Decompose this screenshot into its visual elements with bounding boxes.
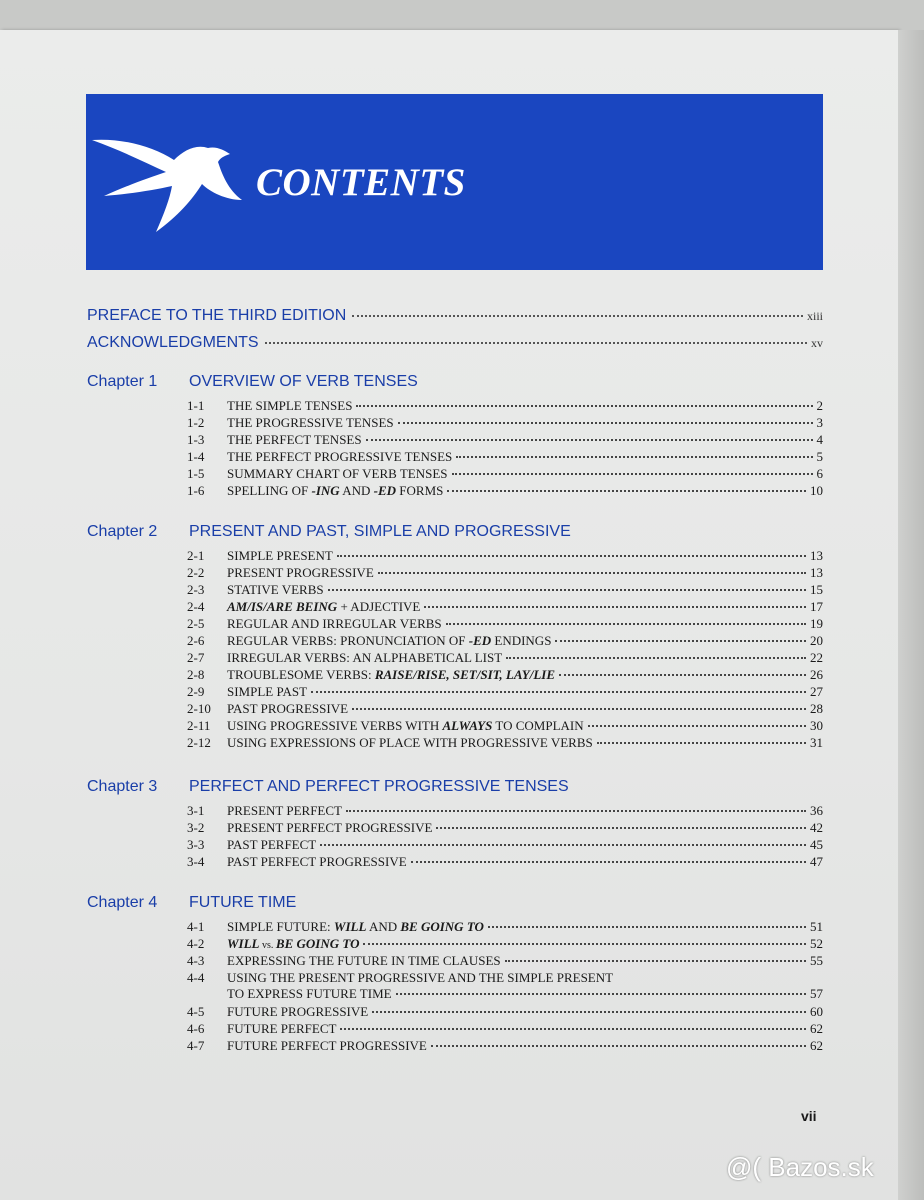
section-number: 4-5 bbox=[187, 1004, 205, 1019]
section-number: 2-10 bbox=[187, 701, 211, 716]
section-title: FUTURE PERFECT PROGRESSIVE bbox=[227, 1038, 427, 1053]
chapter-label: Chapter 4 bbox=[87, 894, 158, 911]
front-matter-acknowledgments[interactable] bbox=[87, 334, 823, 352]
page-number: 52 bbox=[810, 936, 823, 951]
section-title: SIMPLE FUTURE: WILL AND BE GOING TO bbox=[227, 919, 484, 934]
chapter-1 bbox=[87, 373, 823, 500]
section-title: SIMPLE PAST bbox=[227, 684, 308, 699]
toc-entry[interactable] bbox=[187, 854, 823, 871]
section-number: 2-1 bbox=[187, 548, 205, 563]
page-number: 10 bbox=[810, 483, 823, 498]
page-number: 13 bbox=[810, 548, 823, 563]
toc-entry[interactable] bbox=[187, 398, 823, 415]
section-number: 3-3 bbox=[187, 837, 205, 852]
section-number: 2-11 bbox=[187, 718, 211, 733]
section-number: 2-2 bbox=[187, 565, 205, 580]
section-title: IRREGULAR VERBS: AN ALPHABETICAL LIST bbox=[227, 650, 503, 665]
section-number: 4-7 bbox=[187, 1038, 205, 1053]
leader-dots bbox=[452, 473, 813, 475]
chapter-heading[interactable] bbox=[87, 778, 823, 796]
leader-dots bbox=[505, 960, 806, 962]
leader-dots bbox=[346, 810, 806, 812]
chapter-label: Chapter 3 bbox=[87, 778, 158, 795]
section-number: 1-2 bbox=[187, 415, 205, 430]
toc-entry[interactable] bbox=[187, 970, 823, 1004]
section-number: 4-3 bbox=[187, 953, 205, 968]
section-number: 1-4 bbox=[187, 449, 205, 464]
section-title: STATIVE VERBS bbox=[227, 582, 324, 597]
toc-entry[interactable] bbox=[187, 650, 823, 667]
page-number: 42 bbox=[810, 820, 823, 835]
section-title: FUTURE PROGRESSIVE bbox=[227, 1004, 369, 1019]
toc-entry[interactable] bbox=[187, 449, 823, 466]
section-number: 2-6 bbox=[187, 633, 205, 648]
page-number: 2 bbox=[816, 398, 823, 413]
leader-dots bbox=[378, 572, 806, 574]
section-title: THE PROGRESSIVE TENSES bbox=[227, 415, 394, 430]
chapter-3 bbox=[87, 778, 823, 871]
toc-entry[interactable] bbox=[187, 415, 823, 432]
page-number: 19 bbox=[810, 616, 823, 631]
toc-entry[interactable] bbox=[187, 803, 823, 820]
section-number: 4-4 bbox=[187, 970, 205, 985]
leader-dots bbox=[311, 691, 806, 693]
section-number: 4-1 bbox=[187, 919, 205, 934]
page-number: xiii bbox=[806, 309, 823, 323]
chapter-label: Chapter 1 bbox=[87, 373, 158, 390]
section-title: THE PERFECT PROGRESSIVE TENSES bbox=[227, 449, 453, 464]
leader-dots bbox=[372, 1011, 806, 1013]
section-title: REGULAR AND IRREGULAR VERBS bbox=[227, 616, 442, 631]
page-number: 26 bbox=[810, 667, 823, 682]
page-number: 62 bbox=[810, 1021, 823, 1036]
page-number: 20 bbox=[810, 633, 823, 648]
page-number: xv bbox=[811, 336, 823, 350]
toc-entry[interactable] bbox=[187, 1038, 823, 1055]
toc-entry[interactable] bbox=[187, 616, 823, 633]
section-number: 4-2 bbox=[187, 936, 205, 951]
chapter-2 bbox=[87, 523, 823, 752]
toc-entry[interactable] bbox=[187, 735, 823, 752]
leader-dots bbox=[446, 623, 806, 625]
section-number: 2-3 bbox=[187, 582, 205, 597]
leader-dots bbox=[555, 640, 806, 642]
section-title: EXPRESSING THE FUTURE IN TIME CLAUSES bbox=[227, 953, 501, 968]
toc-entry[interactable] bbox=[187, 565, 823, 582]
section-number: 3-1 bbox=[187, 803, 205, 818]
leader-dots bbox=[356, 405, 812, 407]
page-number: 6 bbox=[816, 466, 823, 481]
page-number: 60 bbox=[810, 1004, 823, 1019]
page-number: 57 bbox=[810, 986, 823, 1001]
toc-entry[interactable] bbox=[187, 667, 823, 684]
section-number: 2-4 bbox=[187, 599, 205, 614]
section-number: 2-7 bbox=[187, 650, 205, 665]
chapter-title: PERFECT AND PERFECT PROGRESSIVE TENSES bbox=[189, 778, 569, 795]
chapter-heading[interactable] bbox=[87, 523, 823, 541]
page-number: 4 bbox=[816, 432, 823, 447]
leader-dots bbox=[506, 657, 806, 659]
leader-dots bbox=[436, 827, 806, 829]
leader-dots bbox=[340, 1028, 806, 1030]
chapter-title: OVERVIEW OF VERB TENSES bbox=[189, 373, 418, 390]
contents-title: CONTENTS bbox=[256, 161, 466, 204]
page-number: 51 bbox=[810, 919, 823, 934]
page-number: 17 bbox=[810, 599, 823, 614]
section-title: PAST PERFECT bbox=[227, 837, 317, 852]
section-number: 1-3 bbox=[187, 432, 205, 447]
page-number: 13 bbox=[810, 565, 823, 580]
toc-entry[interactable] bbox=[187, 599, 823, 616]
toc-entry[interactable] bbox=[187, 466, 823, 483]
page-number: 31 bbox=[810, 735, 823, 750]
toc-entry[interactable] bbox=[187, 582, 823, 599]
leader-dots bbox=[456, 456, 812, 458]
chapter-heading[interactable] bbox=[87, 894, 823, 912]
leader-dots bbox=[337, 555, 806, 557]
toc-entry[interactable] bbox=[187, 919, 823, 936]
leader-dots bbox=[366, 439, 813, 441]
section-title: SPELLING OF -ING AND -ED FORMS bbox=[227, 483, 444, 498]
leader-dots bbox=[396, 993, 806, 995]
section-number: 2-5 bbox=[187, 616, 205, 631]
leader-dots bbox=[265, 342, 807, 344]
section-title: PAST PROGRESSIVE bbox=[227, 701, 349, 716]
front-matter-label: PREFACE TO THE THIRD EDITION bbox=[87, 307, 347, 324]
leader-dots bbox=[363, 943, 806, 945]
page-number: 22 bbox=[810, 650, 823, 665]
section-title: WILL vs. BE GOING TO bbox=[227, 936, 360, 951]
chapter-title: PRESENT AND PAST, SIMPLE AND PROGRESSIVE bbox=[189, 523, 571, 540]
section-title: PRESENT PROGRESSIVE bbox=[227, 565, 374, 580]
section-title: AM/IS/ARE BEING + ADJECTIVE bbox=[227, 599, 421, 614]
toc-entry[interactable] bbox=[187, 432, 823, 449]
page-number: 55 bbox=[810, 953, 823, 968]
toc-entry[interactable] bbox=[187, 1021, 823, 1038]
section-title: PAST PERFECT PROGRESSIVE bbox=[227, 854, 407, 869]
toc-entry[interactable] bbox=[187, 953, 823, 970]
page-number: 36 bbox=[810, 803, 823, 818]
toc-entry[interactable] bbox=[187, 633, 823, 650]
section-number: 1-6 bbox=[187, 483, 205, 498]
toc-entry[interactable] bbox=[187, 718, 823, 735]
leader-dots bbox=[352, 315, 803, 317]
page-number: 28 bbox=[810, 701, 823, 716]
page-number: 15 bbox=[810, 582, 823, 597]
front-matter-preface[interactable] bbox=[87, 307, 823, 325]
watermark: @( Bazos.sk bbox=[726, 1152, 874, 1182]
section-number: 3-4 bbox=[187, 854, 205, 869]
section-title: USING EXPRESSIONS OF PLACE WITH PROGRESSIVE VERBS bbox=[227, 735, 593, 750]
toc-entry[interactable] bbox=[187, 820, 823, 837]
leader-dots bbox=[488, 926, 806, 928]
section-number: 1-1 bbox=[187, 398, 205, 413]
section-title: FUTURE PERFECT bbox=[227, 1021, 337, 1036]
section-title: THE PERFECT TENSES bbox=[227, 432, 362, 447]
section-title: USING THE PRESENT PROGRESSIVE AND THE SIMPLE PRESENT bbox=[227, 970, 614, 985]
section-title: SUMMARY CHART OF VERB TENSES bbox=[227, 466, 448, 481]
leader-dots bbox=[411, 861, 806, 863]
section-title-continued: TO EXPRESS FUTURE TIME bbox=[227, 986, 392, 1001]
section-title: PRESENT PERFECT bbox=[227, 803, 342, 818]
toc-entry[interactable] bbox=[187, 548, 823, 565]
toc-entry[interactable] bbox=[187, 936, 823, 953]
front-matter-label: ACKNOWLEDGMENTS bbox=[87, 334, 259, 351]
section-number: 4-6 bbox=[187, 1021, 205, 1036]
page-folio: vii bbox=[801, 1108, 817, 1124]
page-number: 27 bbox=[810, 684, 823, 699]
page-edge bbox=[898, 30, 924, 1200]
page-number: 62 bbox=[810, 1038, 823, 1053]
toc-entry[interactable] bbox=[187, 701, 823, 718]
leader-dots bbox=[447, 490, 806, 492]
chapter-heading[interactable] bbox=[87, 373, 823, 391]
section-number: 3-2 bbox=[187, 820, 205, 835]
leader-dots bbox=[352, 708, 806, 710]
leader-dots bbox=[424, 606, 806, 608]
toc-entry[interactable] bbox=[187, 483, 823, 500]
leader-dots bbox=[398, 422, 813, 424]
leader-dots bbox=[431, 1045, 806, 1047]
section-number: 2-12 bbox=[187, 735, 211, 750]
leader-dots bbox=[559, 674, 806, 676]
section-title: USING PROGRESSIVE VERBS WITH ALWAYS TO COMPLAIN bbox=[227, 718, 584, 733]
swallow-icon bbox=[92, 128, 242, 240]
leader-dots bbox=[320, 844, 806, 846]
section-title: REGULAR VERBS: PRONUNCIATION OF -ED ENDINGS bbox=[227, 633, 552, 648]
section-title: PRESENT PERFECT PROGRESSIVE bbox=[227, 820, 433, 835]
section-title: TROUBLESOME VERBS: RAISE/RISE, SET/SIT, LAY/LIE bbox=[227, 667, 555, 682]
leader-dots bbox=[588, 725, 806, 727]
page-number: 47 bbox=[810, 854, 823, 869]
section-number: 1-5 bbox=[187, 466, 205, 481]
page-number: 30 bbox=[810, 718, 823, 733]
page-number: 3 bbox=[816, 415, 823, 430]
toc-entry[interactable] bbox=[187, 1004, 823, 1021]
section-title: SIMPLE PRESENT bbox=[227, 548, 333, 563]
chapter-label: Chapter 2 bbox=[87, 523, 158, 540]
section-number: 2-9 bbox=[187, 684, 205, 699]
chapter-title: FUTURE TIME bbox=[189, 894, 297, 911]
toc-entry[interactable] bbox=[187, 837, 823, 854]
page-number: 5 bbox=[816, 449, 823, 464]
section-title: THE SIMPLE TENSES bbox=[227, 398, 353, 413]
leader-dots bbox=[597, 742, 806, 744]
chapter-4 bbox=[87, 894, 823, 1055]
toc-entry[interactable] bbox=[187, 684, 823, 701]
page-number: 45 bbox=[810, 837, 823, 852]
section-number: 2-8 bbox=[187, 667, 205, 682]
leader-dots bbox=[328, 589, 806, 591]
